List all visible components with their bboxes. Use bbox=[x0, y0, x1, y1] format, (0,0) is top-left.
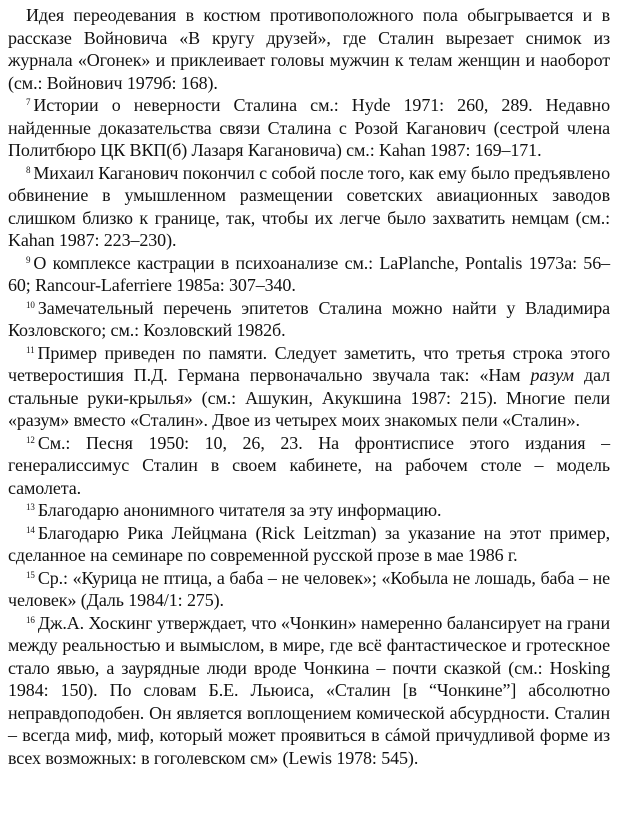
footnote-number: 15 bbox=[26, 569, 35, 580]
footnote-text: О комплексе кастрации в психоанализе см.: LaPlanche, Pontalis 1973a: 56–60; Rancour-Laferriere 1985a: 307–340. bbox=[8, 252, 610, 295]
footnote-number: 10 bbox=[26, 299, 35, 310]
footnote-7 bbox=[8, 94, 610, 162]
footnote-text-after: дал стальные руки-крылья» (см.: Ашукин, Акукшина 1987: 215). Многие пели «разум» вместо «Сталин». Двое из четырех моих знакомых пели «Сталин». bbox=[8, 365, 610, 430]
footnote-13 bbox=[8, 499, 610, 522]
footnote-9 bbox=[8, 252, 610, 297]
footnote-text: Благодарю Рика Лейцмана (Rick Leitzman) за указание на этот пример, сделанное на семинаре по современной русской прозе в мае 1986 г. bbox=[8, 522, 610, 565]
footnote-number: 16 bbox=[26, 614, 35, 625]
footnote-8 bbox=[8, 162, 610, 252]
footnote-14 bbox=[8, 522, 610, 567]
footnote-number: 11 bbox=[26, 344, 35, 355]
footnote-text: Благодарю анонимного читателя за эту информацию. bbox=[37, 500, 442, 520]
footnote-11 bbox=[8, 342, 610, 432]
footnote-text: Истории о неверности Сталина см.: Hyde 1971: 260, 289. Недавно найденные доказательства связи Сталина с Розой Каганович (сестрой члена Политбюро ЦК ВКП(б) Лазаря Кагановича) см.: Kahan 1987: 169–171. bbox=[8, 95, 610, 160]
footnote-text: См.: Песня 1950: 10, 26, 23. На фронтисписе этого издания – генералиссимус Сталин в своем кабинете, на рабочем столе – модель самолета. bbox=[8, 432, 610, 498]
footnote-12 bbox=[8, 432, 610, 500]
footnote-text: Замечательный перечень эпитетов Сталина можно найти у Владимира Козловского; см.: Козловский 1982б. bbox=[8, 297, 610, 340]
footnote-16 bbox=[8, 612, 610, 770]
footnote-10 bbox=[8, 297, 610, 342]
footnote-number: 13 bbox=[26, 502, 35, 512]
footnote-15 bbox=[8, 567, 610, 612]
footnote-text: Идея переодевания в костюм противоположного пола обыгрывается и в рассказе Войновича «В кругу друзей», где Сталин вырезает снимок из журнала «Огонек» и приклеивает головы мужчин к телам женщин и наоборот (см.: Войнович 1979б: 168). bbox=[8, 5, 610, 93]
footnote-number: 14 bbox=[26, 524, 35, 535]
footnote-text-before: Пример приведен по памяти. Следует заметить, что третья строка этого четверостишия П.Д. Германа первоначально звучала так: «Нам bbox=[8, 342, 610, 385]
footnote-number: 7 bbox=[26, 97, 31, 107]
footnote-number: 8 bbox=[26, 164, 31, 175]
footnote-number: 12 bbox=[26, 434, 35, 445]
footnote-text: Дж.А. Хоскинг утверждает, что «Чонкин» намеренно балансирует на грани между реальностью и вымыслом, в мире, где всё фантастическое и гротескное стало явью, а заурядные люди вроде Чонкина – почти сказкой (см.: Hosking 1984: 150). По словам Б.Е. Льюиса, «Сталин [в “Чонкине”] абсолютно неправдоподобен. Он является воплощением комической абсурдности. Сталин – всегда миф, миф, который может проявиться в сáмой причудливой форме из всех возможных: в гоголевском см» (Lewis 1978: 545). bbox=[8, 612, 610, 768]
footnote-text: Ср.: «Курица не птица, а баба – не человек»; «Кобыла не лошадь, баба – не человек» (Даль 1984/1: 275). bbox=[8, 567, 610, 610]
footnote-number: 9 bbox=[26, 254, 31, 265]
footnote-continuation bbox=[8, 4, 610, 94]
footnote-italic-word: разум bbox=[530, 365, 574, 385]
footnote-text: Михаил Каганович покончил с собой после того, как ему было предъявлено обвинение в умышленном размещении советских авиационных заводов слишком близко к границе, так, чтобы их легче было захватить немцам (см.: Kahan 1987: 223–230). bbox=[8, 162, 610, 250]
